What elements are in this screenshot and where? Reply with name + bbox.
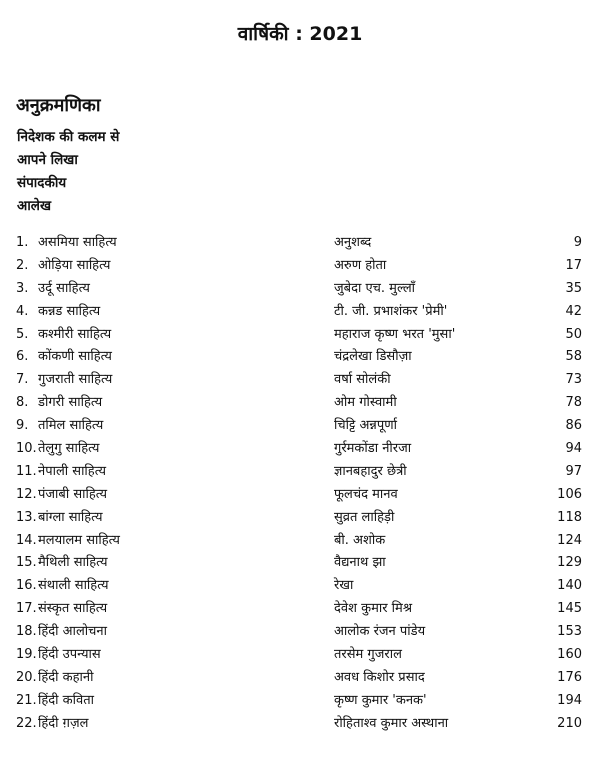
toc-row: [16, 327, 582, 350]
toc-page-number: 50: [565, 326, 582, 342]
toc-subject: हिंदी कहानी: [38, 669, 94, 685]
toc-subject: मैथिली साहित्य: [38, 555, 108, 571]
toc-row: [16, 464, 582, 487]
toc-page-number: 153: [557, 624, 582, 640]
toc-row: [16, 670, 582, 693]
toc-number: 17.: [16, 601, 37, 617]
toc-author: अनुशब्द: [334, 235, 372, 250]
toc-subject: तमिल साहित्य: [38, 418, 104, 434]
toc-page-number: 176: [557, 669, 582, 685]
toc-subject: मलयालम साहित्य: [38, 532, 120, 548]
toc-subject: संथाली साहित्य: [38, 578, 109, 594]
toc-page-number: 78: [565, 395, 582, 411]
toc-page-number: 58: [565, 349, 582, 365]
toc-row: [16, 624, 582, 647]
toc-author: कृष्ण कुमार 'कनक': [334, 692, 427, 708]
front-matter-item: निदेशक की कलम से: [17, 129, 120, 145]
toc-number: 18.: [16, 624, 37, 640]
toc-author: चंद्रलेखा डिसौज़ा: [334, 349, 412, 365]
toc-row: [16, 510, 582, 533]
toc-author: ओम गोस्वामी: [334, 395, 397, 411]
toc-number: 10.: [16, 441, 37, 457]
toc-row: [16, 716, 582, 739]
front-matter-item: आपने लिखा: [17, 152, 78, 168]
toc-subject: ओड़िया साहित्य: [38, 257, 111, 273]
toc-number: 13.: [16, 509, 37, 525]
toc-author: ज्ञानबहादुर छेत्री: [334, 463, 407, 479]
toc-row: [16, 349, 582, 372]
toc-number: 5.: [16, 326, 29, 342]
toc-subject: बांग्ला साहित्य: [38, 509, 103, 525]
toc-subject: पंजाबी साहित्य: [38, 486, 108, 502]
toc-author: वैद्यनाथ झा: [334, 555, 386, 571]
toc-number: 6.: [16, 349, 29, 365]
toc-page-number: 42: [565, 303, 582, 319]
toc-page-number: 118: [557, 509, 582, 525]
toc-number: 15.: [16, 555, 37, 571]
toc-number: 16.: [16, 578, 37, 594]
toc-number: 11.: [16, 463, 37, 479]
toc-author: रेखा: [334, 578, 354, 594]
toc-row: [16, 304, 582, 327]
toc-page-number: 145: [557, 601, 582, 617]
toc-page-number: 86: [565, 418, 582, 434]
index-heading: अनुक्रमणिका: [16, 95, 101, 116]
toc-page-number: 17: [565, 257, 582, 273]
toc-row: [16, 235, 582, 258]
toc-number: 9.: [16, 418, 29, 434]
toc-row: [16, 258, 582, 281]
toc-row: [16, 418, 582, 441]
toc-subject: उर्दू साहित्य: [38, 280, 90, 296]
toc-author: महाराज कृष्ण भरत 'मुसा': [334, 326, 456, 342]
toc-author: टी. जी. प्रभाशंकर 'प्रेमी': [334, 303, 448, 319]
toc-page-number: 140: [557, 578, 582, 594]
toc-author: बी. अशोक: [334, 532, 386, 548]
table-of-contents: [16, 235, 582, 739]
front-matter-item: आलेख: [17, 198, 51, 214]
toc-subject: असमिया साहित्य: [38, 235, 117, 250]
toc-page-number: 160: [557, 647, 582, 663]
toc-page-number: 97: [565, 463, 582, 479]
toc-number: 4.: [16, 303, 29, 319]
toc-page-number: 129: [557, 555, 582, 571]
toc-row: [16, 395, 582, 418]
toc-number: 14.: [16, 532, 37, 548]
toc-page-number: 124: [557, 532, 582, 548]
toc-row: [16, 693, 582, 716]
toc-subject: नेपाली साहित्य: [38, 463, 107, 479]
toc-author: देवेश कुमार मिश्र: [334, 601, 413, 617]
toc-subject: कश्मीरी साहित्य: [38, 326, 112, 342]
toc-subject: तेलुगु साहित्य: [38, 441, 100, 457]
toc-row: [16, 441, 582, 464]
toc-author: आलोक रंजन पांडेय: [334, 624, 426, 640]
toc-subject: गुजराती साहित्य: [38, 372, 113, 388]
front-matter-list: [17, 126, 119, 218]
toc-author: तरसेम गुजराल: [334, 647, 402, 663]
toc-page-number: 35: [565, 280, 582, 296]
toc-subject: डोगरी साहित्य: [38, 395, 103, 411]
toc-author: फूलचंद मानव: [334, 486, 398, 502]
toc-page-number: 94: [565, 441, 582, 457]
toc-subject: कन्नड साहित्य: [38, 303, 101, 319]
toc-row: [16, 487, 582, 510]
toc-page-number: 106: [557, 486, 582, 502]
toc-number: 7.: [16, 372, 29, 388]
toc-author: रोहिताश्व कुमार अस्थाना: [334, 715, 449, 731]
toc-author: अवध किशोर प्रसाद: [334, 669, 425, 685]
toc-page-number: 194: [557, 692, 582, 708]
toc-author: जुबेदा एच. मुल्लाँ: [334, 280, 415, 296]
toc-row: [16, 281, 582, 304]
toc-subject: हिंदी उपन्यास: [38, 647, 101, 663]
toc-row: [16, 555, 582, 578]
toc-number: 1.: [16, 235, 29, 250]
toc-author: चिट्टि अन्नपूर्णा: [334, 418, 397, 434]
toc-subject: कोंकणी साहित्य: [38, 349, 112, 365]
toc-page-number: 210: [557, 715, 582, 731]
toc-row: [16, 578, 582, 601]
toc-author: गुर्रमकोंडा नीरजा: [334, 441, 412, 457]
toc-author: सुव्रत लाहिड़ी: [334, 509, 395, 525]
toc-page-number: 73: [565, 372, 582, 388]
front-matter-item: संपादकीय: [17, 175, 67, 191]
toc-row: [16, 647, 582, 670]
toc-number: 2.: [16, 257, 29, 273]
toc-number: 22.: [16, 715, 37, 731]
toc-subject: संस्कृत साहित्य: [38, 601, 108, 617]
toc-subject: हिंदी कविता: [38, 692, 95, 708]
toc-row: [16, 372, 582, 395]
toc-number: 19.: [16, 647, 37, 663]
toc-subject: हिंदी ग़ज़ल: [38, 715, 89, 731]
toc-number: 21.: [16, 692, 37, 708]
toc-number: 12.: [16, 486, 37, 502]
toc-author: वर्षा सोलंकी: [334, 372, 391, 388]
toc-row: [16, 601, 582, 624]
toc-subject: हिंदी आलोचना: [38, 624, 107, 640]
toc-number: 3.: [16, 280, 29, 296]
toc-number: 20.: [16, 669, 37, 685]
toc-page-number: 9: [573, 235, 582, 250]
toc-author: अरुण होता: [334, 257, 387, 273]
toc-row: [16, 533, 582, 556]
page-title: वार्षिकी : 2021: [237, 23, 363, 45]
toc-number: 8.: [16, 395, 29, 411]
